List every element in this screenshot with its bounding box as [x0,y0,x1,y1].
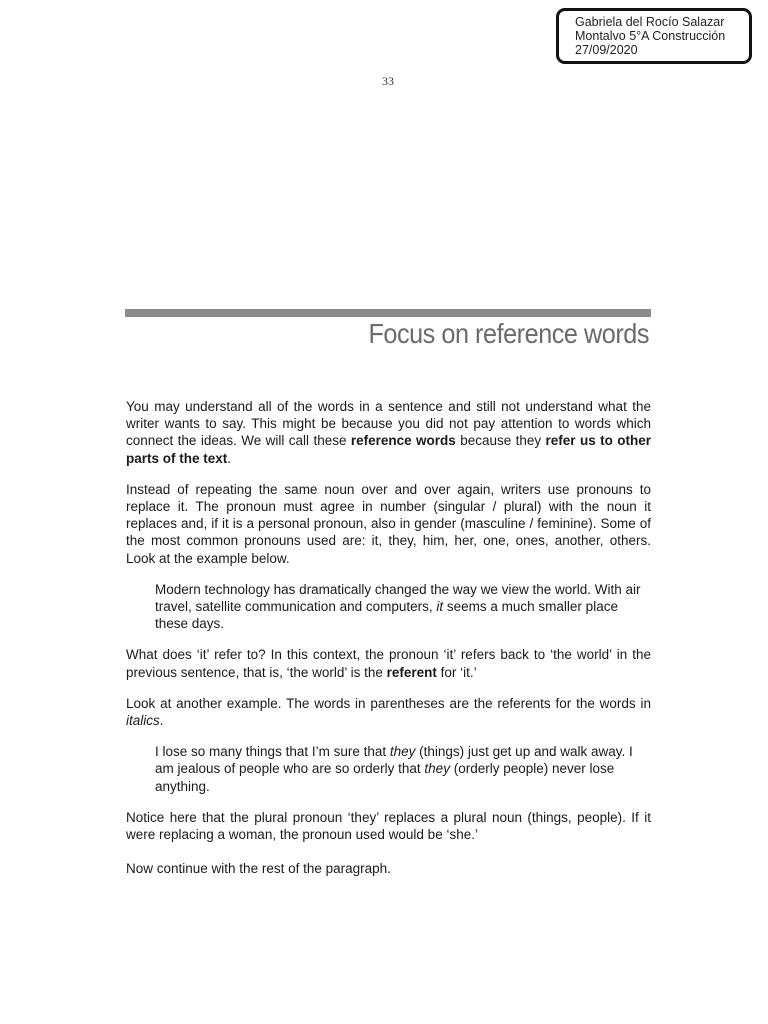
paragraph-notice: Notice here that the plural pronoun ‘they’ replaces a plural noun (things, people). If it were replacing a woman, the pronoun used would be ‘she.’ [126,809,651,843]
body-content [126,398,651,891]
example-1 [155,581,651,633]
paragraph-continue: Now continue with the rest of the paragraph. [126,861,391,877]
paragraph-intro-mid: because they [455,433,546,449]
submission-date: 27/09/2020 [575,43,638,57]
example-2-part-b: (things) just get up and walk away. I am jealous of people who are so orderly that [155,744,633,777]
reference-words-term: reference words [350,433,456,449]
paragraph-another-text: Look at another example. The words in parentheses are the referents for the words in [126,695,651,711]
paragraph-question [126,646,651,680]
student-name-line2: Montalvo 5°A Construcción [575,29,726,43]
refer-phrase: refer us to other parts of the text [126,433,651,466]
paragraph-question-end: for ‘it.’ [436,664,477,680]
example-2 [155,743,651,795]
example-2-part-c: (orderly people) never lose anything. [155,761,615,794]
student-info-box [556,8,752,64]
paragraph-intro-text: You may understand all of the words in a sentence and still not understand what the writer wants to say. This might be because you did not pay attention to words which connect the ideas. We will call these [126,399,651,449]
example-2-part-a: I lose so many things that I’m sure that [155,744,390,760]
title-divider-bar [125,309,651,317]
paragraph-intro [126,398,651,467]
italics-word: italics [126,713,160,729]
paragraph-another-end: . [159,713,164,729]
referent-term: referent [386,664,437,680]
example-2-they-2: they [424,761,450,777]
paragraph-pronouns: Instead of repeating the same noun over and over again, writers use pronouns to replace it. The pronoun must agree in number (singular / plural) with the noun it replaces and, if it is a personal pronoun, also in gender (masculine / feminine). Some of the most common pronouns used are: it, they, him, her, one, ones, another, others. Look at the example below. [126,481,651,566]
paragraph-another-example [126,695,651,729]
paragraph-question-text: What does ‘it’ refer to? In this context, the pronoun ‘it’ refers back to ‘the world’ in the previous sentence, that is, ‘the world’ is the [126,647,651,680]
student-name-line1: Gabriela del Rocío Salazar [575,15,725,29]
example-1-end: seems a much smaller place these days. [155,599,618,632]
example-1-italic: it [436,599,444,615]
example-2-they-1: they [389,744,416,760]
example-1-text: Modern technology has dramatically changed the way we view the world. With air travel, satellite communication and computers, [155,581,641,615]
page-number: 33 [382,74,394,88]
paragraph-intro-end: . [227,450,232,466]
section-title: Focus on reference words [368,318,649,349]
